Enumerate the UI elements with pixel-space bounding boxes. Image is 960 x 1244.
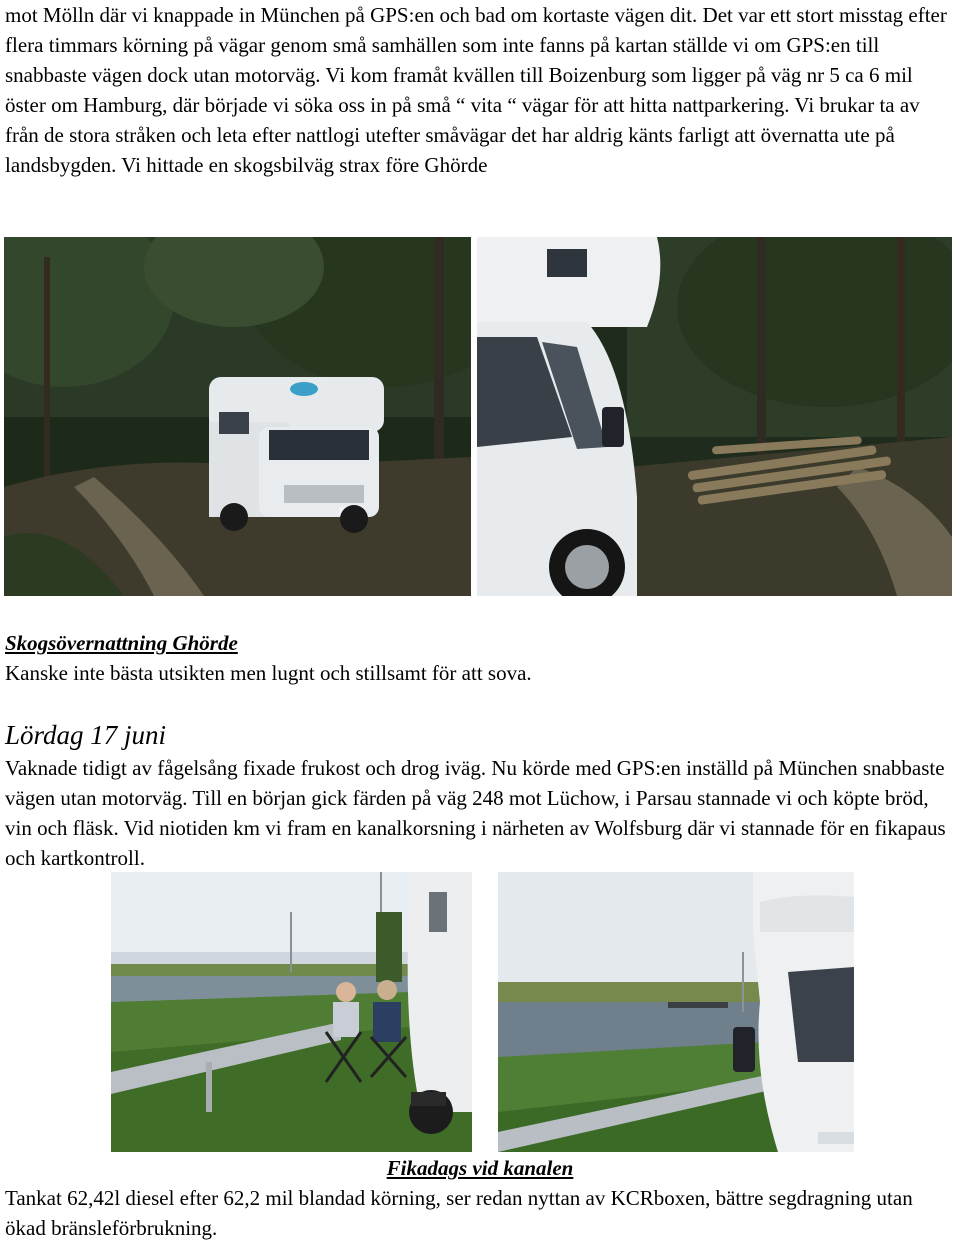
forest-camper-photo	[4, 237, 471, 596]
caption-title-forest: Skogsövernattning Ghörde	[5, 631, 238, 655]
camper-front-photo	[477, 237, 952, 596]
intro-paragraph: mot Mölln där vi knappade in München på GPS:en och bad om kortaste vägen dit. Det var ett stort misstag efter flera timmars körning på vägar genom små samhällen som inte fanns på kartan ställde vi om GPS:en till snabbaste vägen dock utan motorväg. Vi kom framåt kvällen till Boizenburg som ligger på väg nr 5 ca 6 mil öster om Hamburg, där började vi söka oss in på små “ vita “ vägar för att hitta nattparkering. Vi brukar ta av från de stora stråken och leta efter nattlogi utefter småvägar det har aldrig känts farligt att övernatta ute på landsbygden. Vi hittade en skogsbilväg strax före Ghörde	[5, 3, 947, 177]
caption-title-canal: Fikadags vid kanalen	[386, 1156, 574, 1180]
canal-picnic-photo	[111, 872, 472, 1152]
day-heading: Lördag 17 juni	[5, 720, 167, 750]
canal-view-photo	[498, 872, 854, 1152]
caption-text-forest: Kanske inte bästa utsikten men lugnt och stillsamt för att sova.	[5, 661, 532, 685]
day-paragraph: Vaknade tidigt av fågelsång fixade frukost och drog iväg. Nu körde med GPS:en inställd på München snabbaste vägen utan motorväg. Till en början gick färden på väg 248 mot Lüchow, i Parsau stannade vi och köpte bröd, vin och fläsk. Vid niotiden km vi fram en kanalkorsning i närheten av Wolfsburg där vi stannade för en fikapaus och kartkontroll.	[5, 756, 946, 870]
caption-text-canal: Tankat 62,42l diesel efter 62,2 mil blandad körning, ser redan nyttan av KCRboxen, bättre segdragning utan ökad bränsleförbrukning.	[5, 1186, 913, 1240]
